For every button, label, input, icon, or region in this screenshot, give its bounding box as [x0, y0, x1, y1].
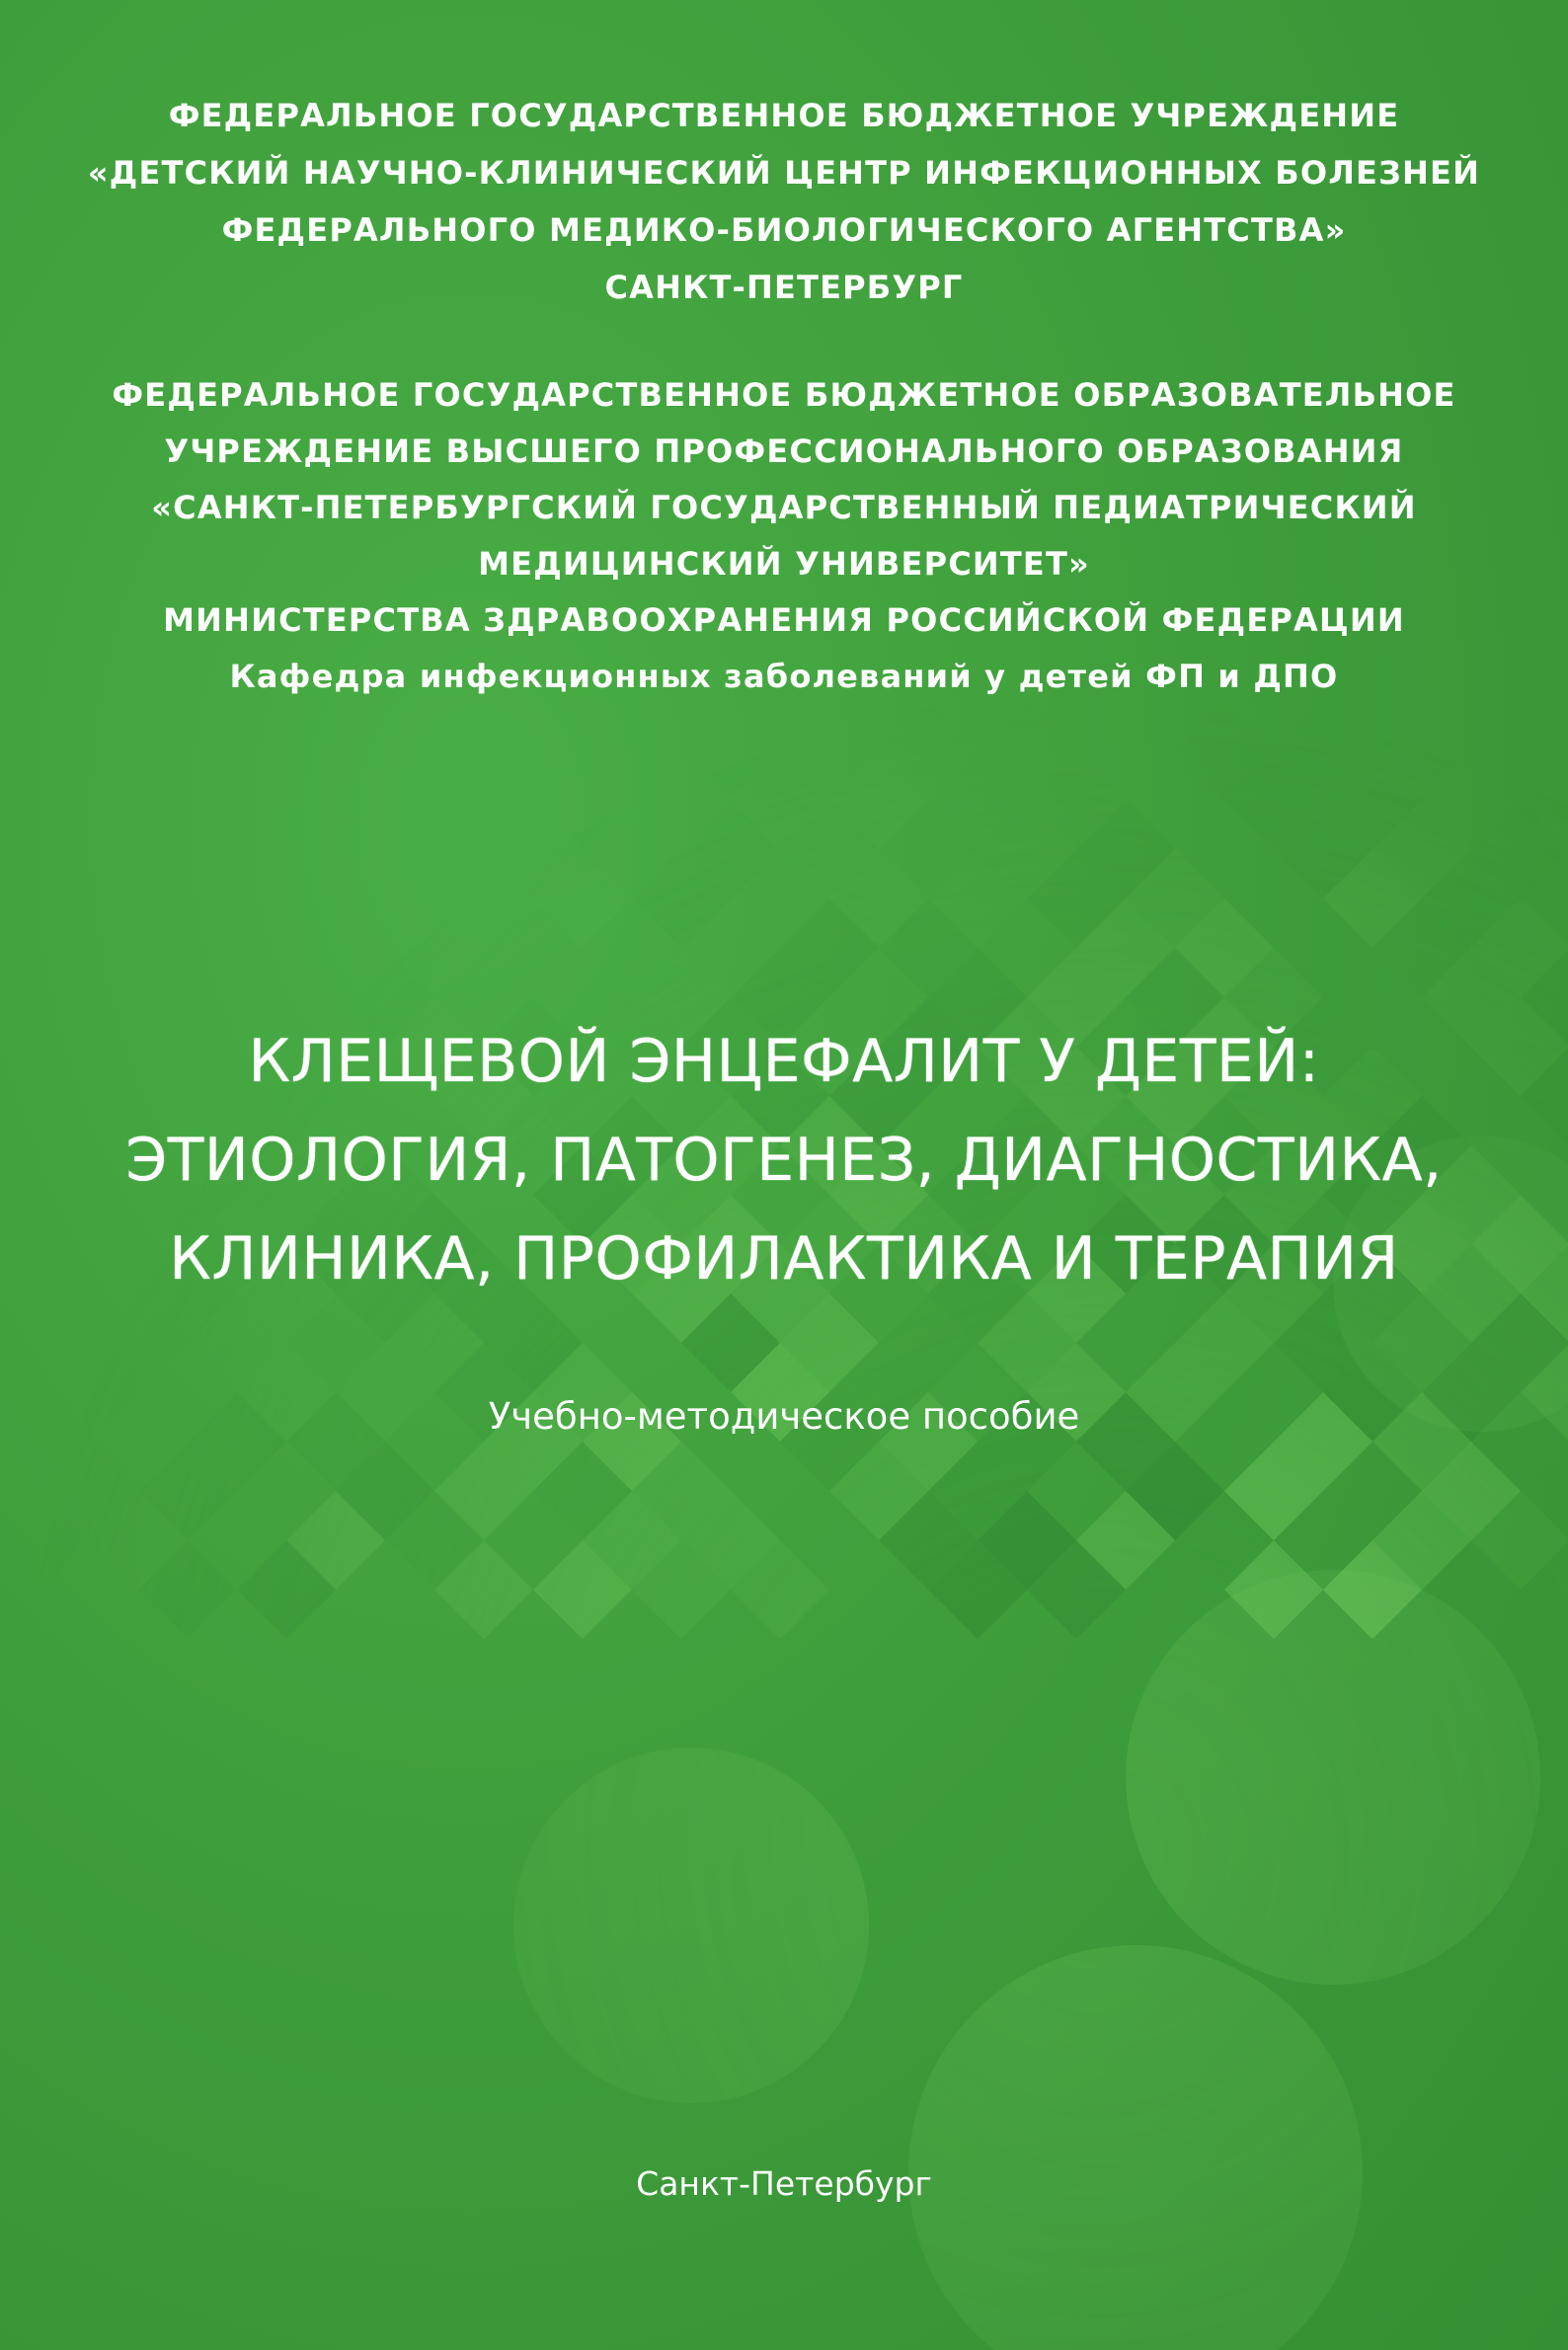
book-subtitle: Учебно-методическое пособие	[488, 1395, 1080, 1438]
institution-1-line: «ДЕТСКИЙ НАУЧНО-КЛИНИЧЕСКИЙ ЦЕНТР ИНФЕКЦИОННЫХ БОЛЕЗНЕЙ	[87, 154, 1481, 192]
institution-2-line: МЕДИЦИНСКИЙ УНИВЕРСИТЕТ»	[478, 545, 1090, 583]
decorative-blob	[1126, 1570, 1540, 1985]
institution-2-line: ФЕДЕРАЛЬНОЕ ГОСУДАРСТВЕННОЕ БЮДЖЕТНОЕ ОБРАЗОВАТЕЛЬНОЕ	[112, 376, 1456, 414]
institution-1-block	[0, 87, 1568, 316]
institution-2-line: «САНКТ-ПЕТЕРБУРГСКИЙ ГОСУДАРСТВЕННЫЙ ПЕДИАТРИЧЕСКИЙ	[151, 489, 1417, 526]
book-title	[0, 1012, 1568, 1308]
decorative-blob	[513, 1748, 869, 2103]
institution-1-line: ФЕДЕРАЛЬНОЕ ГОСУДАРСТВЕННОЕ БЮДЖЕТНОЕ УЧРЕЖДЕНИЕ	[168, 97, 1400, 134]
institution-2-line: УЧРЕЖДЕНИЕ ВЫСШЕГО ПРОФЕССИОНАЛЬНОГО ОБРАЗОВАНИЯ	[164, 432, 1404, 470]
title-line: КЛИНИКА, ПРОФИЛАКТИКА И ТЕРАПИЯ	[169, 1224, 1399, 1293]
institution-1-line: САНКТ-ПЕТЕРБУРГ	[604, 269, 964, 306]
title-line: КЛЕЩЕВОЙ ЭНЦЕФАЛИТ У ДЕТЕЙ:	[248, 1027, 1320, 1096]
publication-city: Санкт-Петербург	[636, 2164, 932, 2203]
institution-2-block	[0, 367, 1568, 705]
institution-2-line: МИНИСТЕРСТВА ЗДРАВООХРАНЕНИЯ РОССИЙСКОЙ ФЕДЕРАЦИИ	[163, 601, 1405, 639]
department-line: Кафедра инфекционных заболеваний у детей ФП и ДПО	[229, 658, 1339, 695]
decorative-blob	[908, 1945, 1363, 2350]
title-line: ЭТИОЛОГИЯ, ПАТОГЕНЕЗ, ДИАГНОСТИКА,	[125, 1126, 1443, 1195]
institution-1-line: ФЕДЕРАЛЬНОГО МЕДИКО-БИОЛОГИЧЕСКОГО АГЕНТСТВА»	[221, 211, 1347, 249]
